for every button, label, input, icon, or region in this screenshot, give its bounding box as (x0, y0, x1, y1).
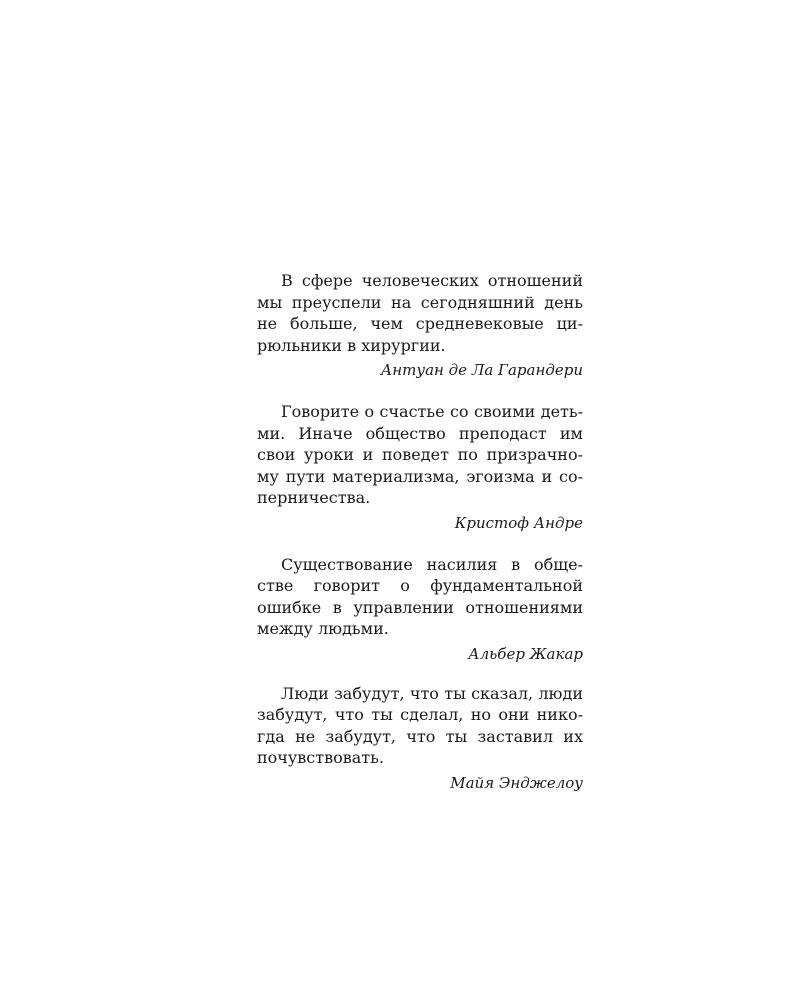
epigraph-1 (257, 270, 583, 380)
epigraph-3 (257, 554, 583, 664)
quote-line: В сфере человеческих отношений (281, 271, 583, 290)
quote-line: Люди забудут, что ты сказал, люди (281, 683, 583, 703)
quote-line: рюльники в хирургии. (257, 335, 446, 355)
quote-line: мы преуспели на сегодняшний день (257, 292, 583, 312)
quote-line: стве говорит о фундаментальной (257, 576, 583, 595)
quote-line: забудут, что ты сделал, но они нико- (257, 705, 583, 724)
epigraph-4 (257, 683, 583, 793)
quote-author: Альбер Жакар (468, 644, 583, 663)
quote-author: Антуан де Ла Гарандери (380, 361, 583, 379)
quote-line: между людьми. (257, 619, 389, 638)
quote-line: ми. Иначе общество преподаст им (257, 423, 583, 443)
quote-author: Кристоф Андре (454, 513, 583, 532)
quote-line: свои уроки и поведет по призрачно- (257, 445, 583, 464)
quote-line: перничества. (257, 488, 371, 507)
quote-line: почувствовать. (257, 748, 384, 767)
quote-line: Существование насилия в обще- (281, 554, 583, 574)
quote-line: не больше, чем средневековые ци- (257, 314, 583, 333)
epigraph-2 (257, 401, 583, 533)
quote-line: ошибке в управлении отношениями (257, 597, 583, 617)
quote-line: му пути материализма, эгоизма и со- (257, 466, 583, 486)
quote-line: гда не забудут, что ты заставил их (257, 726, 583, 746)
quote-line: Говорите о счастье со своими деть- (281, 402, 583, 421)
epigraph-page (257, 270, 583, 793)
quote-author: Майя Энджелоу (450, 773, 583, 792)
